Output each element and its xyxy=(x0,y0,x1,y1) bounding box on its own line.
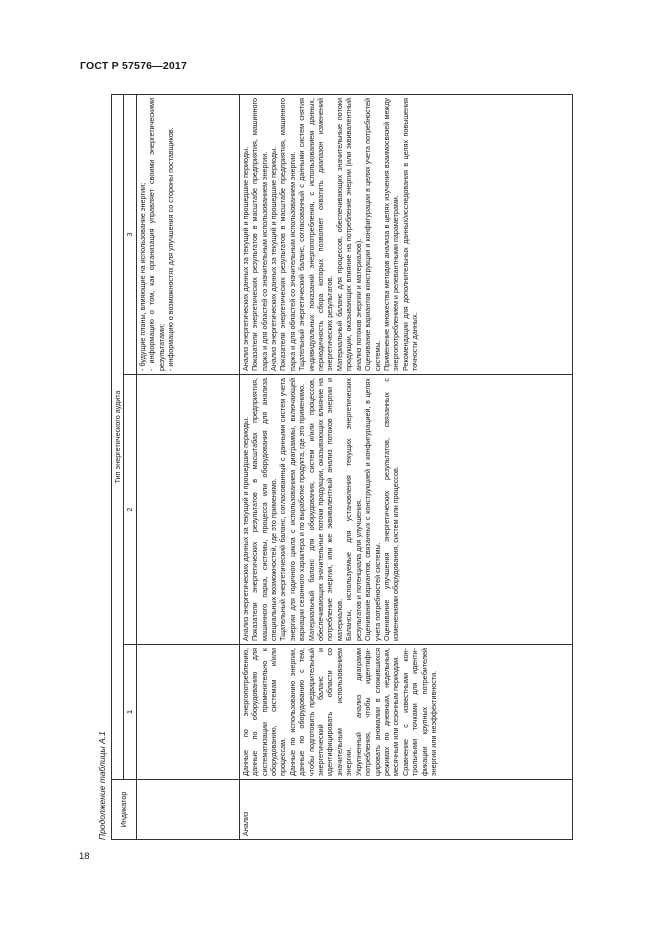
cell-col3 xyxy=(136,95,239,375)
cell-paragraph: Тщательный энергетический баланс, согласованный с данными систем учета энергии для годичного цикла с использованием диаграммы, включающей вариации сезонного характера и по выработке продукта, где это применимо. xyxy=(278,378,307,641)
cell-col1 xyxy=(239,645,572,780)
cell-paragraph: Оценивание вариантов конструкции и конфигурации в целях учета потребностей системы. xyxy=(363,98,382,371)
cell-paragraph: Оценивание улучшения энергетических результатов, связанных с изменениями оборудования, систем или процессов. xyxy=(381,378,401,641)
cell-col2 xyxy=(239,375,572,645)
cell-paragraph: Балансы, используемые для установления текущих энергетических результатов и потенциала для улучшения. xyxy=(344,378,363,641)
cell-paragraph: Оценивание вариантов, связанных с конструкцией и конфигурацией, в целях учета потребностей системы. xyxy=(363,378,382,641)
header-row xyxy=(112,95,124,840)
cell-indicator: Анализ xyxy=(239,780,572,840)
cell-paragraph: Применение множества методов анализа в целях изучения взаимосвязей между энергопотреблением и релевантными параметрами. xyxy=(381,98,401,371)
list-item: - будущие планы, влияющие на использование энергии; xyxy=(137,182,147,371)
cell-paragraph: Материальный баланс для оборудования, систем и/или процессов, обеспечивающих значительные потоки продукции, оказывающих влияние на потребление энергии, или же эквивалентный анализ потоков энергии и материалов. xyxy=(306,378,344,641)
page-number: 18 xyxy=(79,851,90,862)
cell-paragraph: Данные по энергопотреблению, данные по оборудованию для систематизации применительно к оборудованию, системам и/или процессам. xyxy=(240,648,288,776)
header-audit-type: Тип энергетического аудита xyxy=(112,95,124,780)
header-row-numbers xyxy=(124,95,136,840)
cell-col3 xyxy=(239,95,572,375)
header-indicator: Индикатор xyxy=(112,780,137,840)
document-title: ГОСТ Р 57576—2017 xyxy=(80,60,188,72)
cell-paragraph: Показатели энергетических результатов в масштабах предприятия, машинного парка, системы, процесса или оборудования для анализа специальных возможностей, где это применимо. xyxy=(250,378,279,641)
cell-indicator xyxy=(136,780,239,840)
cell-paragraph: Показатели энергетических результатов в масштабе предприятия, машинного парка и для областей со значительным использованием энергии. xyxy=(278,98,297,371)
cell-paragraph: Тщательный энергетический баланс, согласованный с данными систем снятия индивидуальных показаний энергопотребления, с использованием данных, периодичность сбора которых позволяет охватить диапазон изменений энергетических результатов. xyxy=(297,98,335,371)
cell-paragraph: Сравнение с известными контрольными точками для идентификации крупных потребителей энергии или неэффективности. xyxy=(400,648,438,776)
list-item: - информацию о возможностях для улучшения со стороны поставщиков. xyxy=(166,127,176,371)
header-col-2: 2 xyxy=(124,375,136,645)
rotated-page-content xyxy=(95,95,575,840)
energy-audit-table xyxy=(111,94,573,840)
cell-paragraph: Анализ энергетических данных за текущий и прошедшие периоды. xyxy=(269,146,279,371)
header-col-3: 3 xyxy=(124,95,136,375)
table-caption: Продолжение таблицы А.1 xyxy=(97,731,107,840)
cell-paragraph: Материальный баланс для процессов, обеспечивающих значительные потоки продукции, оказывающих влияние на потребление энергии (или эквивалентный анализ потоков энергии и материалов). xyxy=(334,98,363,371)
list-item: - информацию о том, как организация управляет своими энергетическими результатами; xyxy=(147,98,166,371)
cell-paragraph: Укрупненный анализ диаграмм потребления, чтобы идентифицировать аномалии в сложившихся режимах по дневным, недельным, месячным или сезонным периодам. xyxy=(353,648,401,776)
header-col-1: 1 xyxy=(124,645,136,780)
cell-paragraph: Анализ энергетических данных за текущий и прошедшие периоды. xyxy=(240,416,250,641)
table-row-analysis xyxy=(239,95,572,840)
cell-col1 xyxy=(136,645,239,780)
cell-paragraph: Анализ энергетических данных за текущий и прошедшие периоды. xyxy=(240,146,250,371)
cell-paragraph: Рекомендации для дополнительных данных/исследования в целях повышения точности данных. xyxy=(400,98,420,371)
cell-paragraph: Показатели энергетических результатов в масштабе предприятия, машинного парка и для областей со значительным использованием энергии. xyxy=(250,98,269,371)
cell-paragraph: Данные по использованию энергии, данные по оборудованию с тем, чтобы подготовить предварительный энергетический баланс и идентифицировать области со значительным использованием энергии. xyxy=(287,648,354,776)
cell-col2 xyxy=(136,375,239,645)
table-row-continuation xyxy=(136,95,239,840)
